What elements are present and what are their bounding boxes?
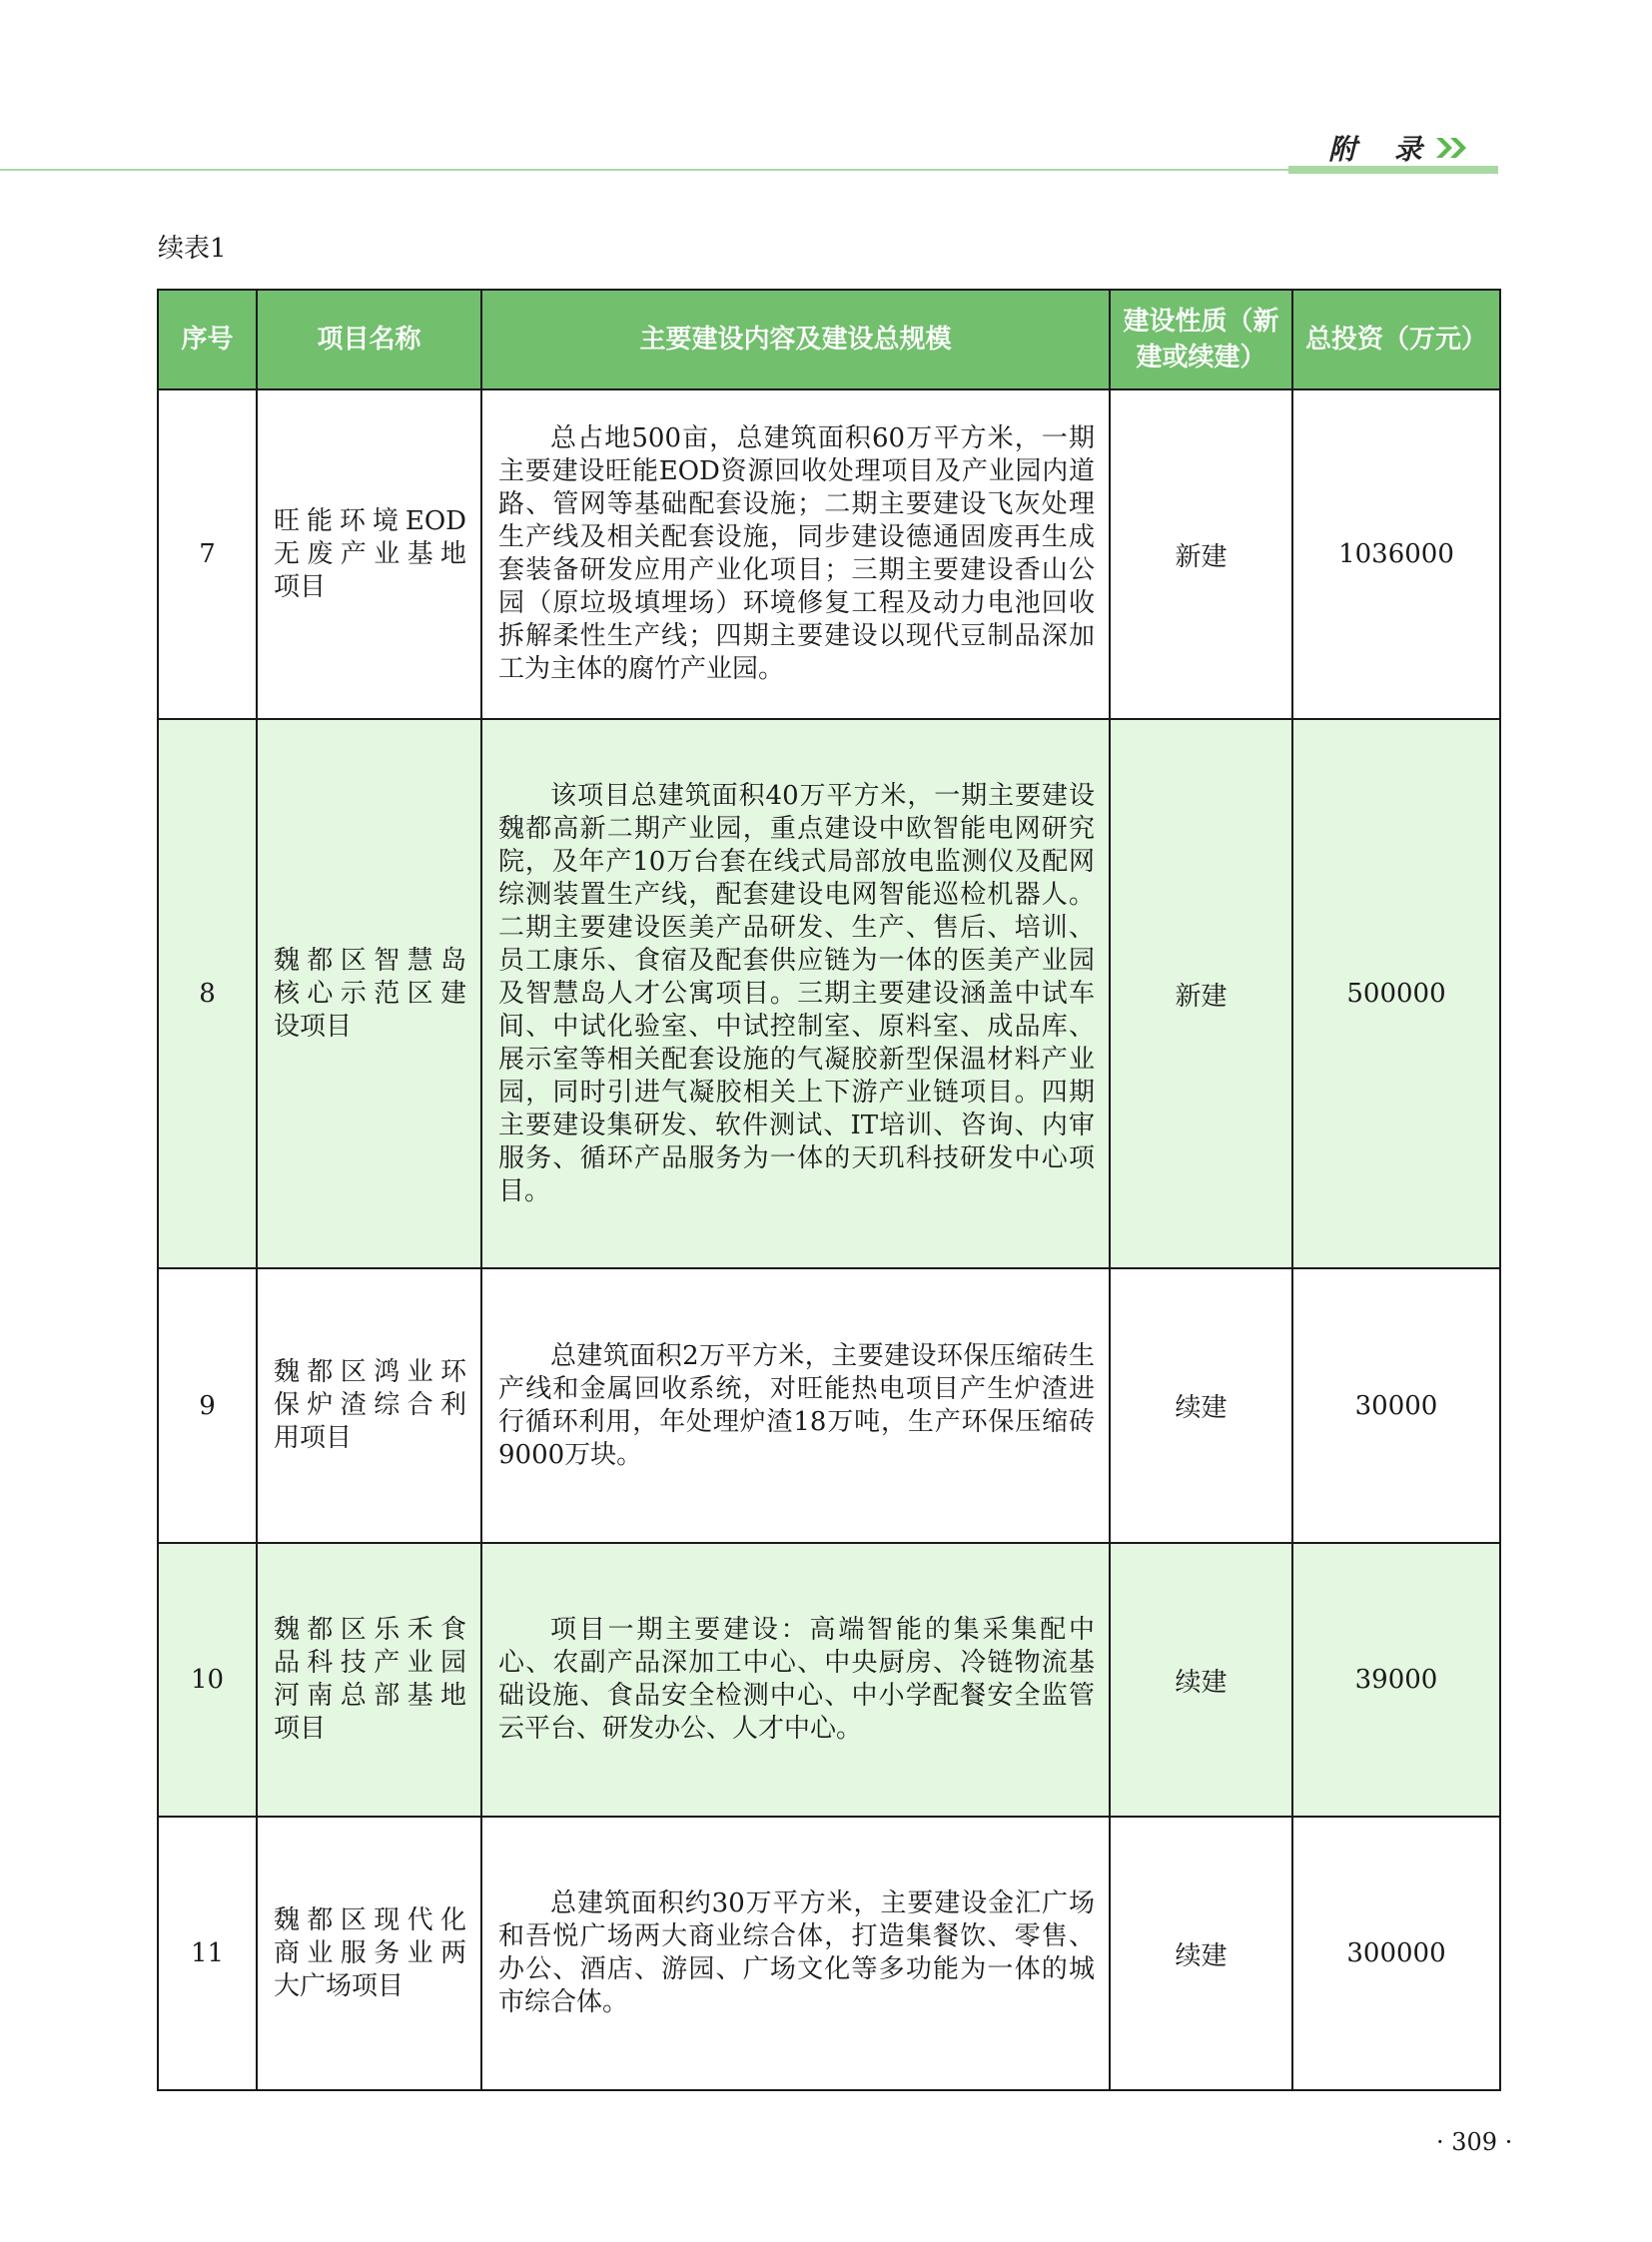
- table-header-row: [158, 290, 1500, 389]
- total-investment: 500000: [1292, 719, 1500, 1268]
- project-name-line: 项目: [274, 1714, 327, 1744]
- project-name-line: 设项目: [274, 1011, 353, 1042]
- page-number: · 309 ·: [1436, 2128, 1513, 2156]
- col-header-investment: 总投资（万元）: [1292, 290, 1500, 389]
- project-name-line: 旺能环境EOD: [274, 505, 466, 536]
- project-name-line: 大广场项目: [274, 1970, 405, 2001]
- description-text: 项目一期主要建设：高端智能的集采集配中心、农副产品深加工中心、中央厨房、冷链物流基础设施、食品安全检测中心、中小学配餐安全监管云平台、研发办公、人才中心。: [498, 1615, 1095, 1744]
- table-row: [158, 719, 1500, 1268]
- project-name-line: 魏都区乐禾食: [274, 1615, 466, 1645]
- project-description: [481, 1543, 1110, 1817]
- project-name-line: 品科技产业园: [274, 1648, 466, 1678]
- total-investment: 300000: [1292, 1817, 1500, 2090]
- table-row: [158, 1817, 1500, 2090]
- description-text: 该项目总建筑面积40万平方米，一期主要建设魏都高新二期产业园，重点建设中欧智能电网研究院，及年产10万台套在线式局部放电监测仪及配网综测装置生产线，配套建设电网智能巡检机器人。二期主要建设医美产品研发、生产、售后、培训、员工康乐、食宿及配套供应链为一体的医美产业园及智慧岛人才公寓项目。三期主要建设涵盖中试车间、中试化验室、中试控制室、原料室、成品库、展示室等相关配套设施的气凝胶新型保温材料产业园，同时引进气凝胶相关上下游产业链项目。四期主要建设集研发、软件测试、IT培训、咨询、内审服务、循环产品服务为一体的天玑科技研发中心项目。: [498, 780, 1095, 1206]
- col-header-nature: 建设性质（新建或续建）: [1110, 290, 1292, 389]
- project-description: [481, 389, 1110, 719]
- construction-nature: 续建: [1110, 1543, 1292, 1817]
- project-name-line: 魏都区智慧岛: [274, 945, 466, 976]
- project-description: [481, 719, 1110, 1268]
- table-row: [158, 1268, 1500, 1543]
- construction-nature: 新建: [1110, 389, 1292, 719]
- row-number: 7: [158, 389, 257, 719]
- project-name-line: 河南总部基地: [274, 1681, 466, 1711]
- project-name: [257, 1817, 481, 2090]
- project-name: [257, 719, 481, 1268]
- project-name-line: 项目: [274, 571, 327, 602]
- project-name-line: 保炉渣综合利: [274, 1390, 466, 1420]
- construction-nature: 新建: [1110, 719, 1292, 1268]
- total-investment: 1036000: [1292, 389, 1500, 719]
- table-row: [158, 389, 1500, 719]
- project-name-line: 用项目: [274, 1423, 353, 1453]
- project-name-line: 商业服务业两: [274, 1937, 466, 1968]
- total-investment: 30000: [1292, 1268, 1500, 1543]
- total-investment: 39000: [1292, 1543, 1500, 1817]
- project-description: [481, 1817, 1110, 2090]
- col-header-no: 序号: [158, 290, 257, 389]
- description-text: 总占地500亩，总建筑面积60万平方米，一期主要建设旺能EOD资源回收处理项目及产业园内道路、管网等基础配套设施；二期主要建设飞灰处理生产线及相关配套设施，同步建设德通固废再生成套装备研发应用产业化项目；三期主要建设香山公园（原垃圾填埋场）环境修复工程及动力电池回收拆解柔性生产线；四期主要建设以现代豆制品深加工为主体的腐竹产业园。: [498, 423, 1095, 684]
- header-rule: [0, 169, 1498, 171]
- project-name: [257, 1543, 481, 1817]
- description-text: 总建筑面积约30万平方米，主要建设金汇广场和吾悦广场两大商业综合体，打造集餐饮、零售、办公、酒店、游园、广场文化等多功能为一体的城市综合体。: [498, 1888, 1095, 2017]
- row-number: 8: [158, 719, 257, 1268]
- description-text: 总建筑面积2万平方米，主要建设环保压缩砖生产线和金属回收系统，对旺能热电项目产生炉渣进行循环利用，年处理炉渣18万吨，生产环保压缩砖9000万块。: [498, 1340, 1095, 1470]
- table-caption: 续表1: [158, 234, 227, 264]
- project-name-line: 核心示范区建: [274, 978, 466, 1009]
- construction-nature: 续建: [1110, 1817, 1292, 2090]
- col-header-name: 项目名称: [257, 290, 481, 389]
- project-name: [257, 389, 481, 719]
- row-number: 10: [158, 1543, 257, 1817]
- row-number: 9: [158, 1268, 257, 1543]
- double-chevron-icon: [1436, 134, 1472, 162]
- section-title: 附 录: [1328, 133, 1436, 166]
- project-name-line: 无废产业基地: [274, 538, 466, 569]
- project-table: [157, 289, 1501, 2091]
- project-description: [481, 1268, 1110, 1543]
- project-name-line: 魏都区现代化: [274, 1904, 466, 1935]
- project-name-line: 魏都区鸿业环: [274, 1357, 466, 1387]
- row-number: 11: [158, 1817, 257, 2090]
- table-row: [158, 1543, 1500, 1817]
- col-header-description: 主要建设内容及建设总规模: [481, 290, 1110, 389]
- project-name: [257, 1268, 481, 1543]
- construction-nature: 续建: [1110, 1268, 1292, 1543]
